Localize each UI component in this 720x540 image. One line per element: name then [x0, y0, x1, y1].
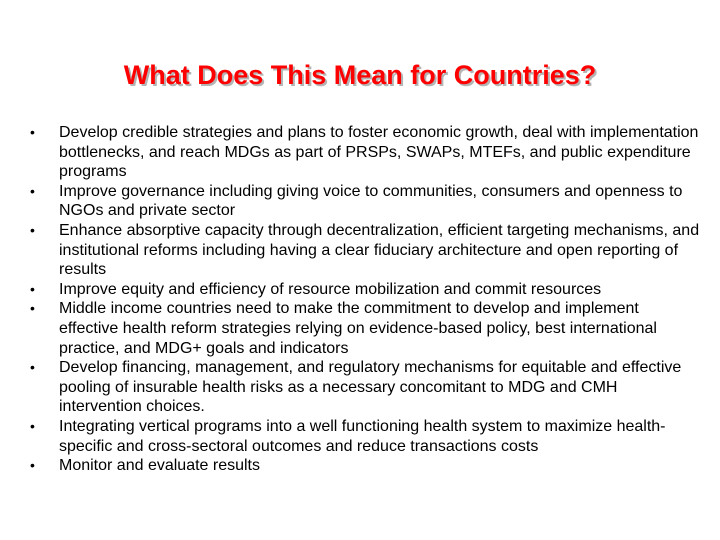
bullet-text: Improve governance including giving voice to communities, consumers and openness to NGOs and private sector — [59, 182, 683, 220]
bullet-text: Improve equity and efficiency of resource mobilization and commit resources — [59, 280, 602, 298]
bullet-list — [30, 123, 700, 476]
bullet-dot-icon: • — [30, 182, 35, 199]
slide-title: What Does This Mean for Countries? — [123, 60, 597, 90]
bullet-dot-icon: • — [30, 221, 35, 238]
bullet-dot-icon: • — [30, 124, 35, 140]
bullet-item-2 — [30, 182, 700, 221]
bullet-text: Develop financing, management, and regulatory mechanisms for equitable and effective pooling of insurable health risks as a necessary concomitant to MDG and CMH intervention choices. — [59, 359, 682, 416]
bullet-text: Monitor and evaluate results — [59, 457, 260, 475]
bullet-dot-icon: • — [30, 300, 35, 317]
bullet-item-1 — [30, 123, 700, 182]
bullet-item-8 — [30, 456, 700, 476]
bullet-item-4 — [30, 280, 700, 300]
bullet-text: Middle income countries need to make the commitment to develop and implement effective health reform strategies relying on evidence-based policy, best international practice, and MDG+ goals and indicators — [59, 300, 657, 357]
bullet-dot-icon: • — [30, 280, 35, 297]
bullet-text: Integrating vertical programs into a well functioning health system to maximize health-specific and cross-sectoral outcomes and reduce transactions costs — [59, 417, 666, 455]
bullet-text: Develop credible strategies and plans to foster economic growth, deal with implementation bottlenecks, and reach MDGs as part of PRSPs, SWAPs, MTEFs, and public expenditure programs — [59, 124, 699, 181]
bullet-item-3 — [30, 221, 700, 280]
bullet-dot-icon: • — [30, 457, 35, 474]
bullet-item-7 — [30, 417, 700, 456]
bullet-item-6 — [30, 358, 700, 417]
bullet-dot-icon: • — [30, 417, 35, 434]
bullet-dot-icon: • — [30, 359, 35, 376]
bullet-item-5 — [30, 299, 700, 358]
bullet-text: Enhance absorptive capacity through decentralization, efficient targeting mechanisms, and institutional reforms including having a clear fiduciary architecture and open reporting of results — [59, 221, 700, 279]
